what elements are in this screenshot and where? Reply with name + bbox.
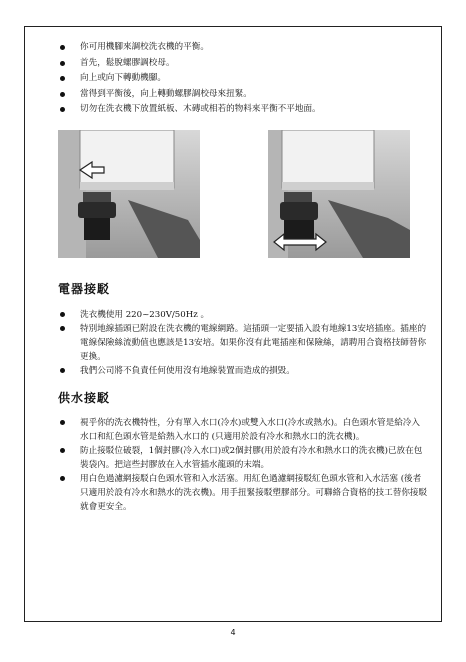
- levelling-illustrations: [58, 130, 418, 280]
- levelling-item: 向上或向下轉動機腳。: [58, 71, 418, 87]
- levelling-item: 切勿在洗衣機下放置紙板、木磚或相若的物料來平衡不平地面。: [58, 102, 418, 118]
- levelling-list: [58, 40, 418, 118]
- electrical-list: [58, 308, 428, 378]
- foot-adjust-photo: [268, 130, 410, 258]
- water-section-title: 供水接駁: [58, 391, 111, 405]
- page-content: [58, 40, 418, 280]
- water-item: 防止接駁位破裂，1個封膠(冷入水口)或2個封膠(用於設有冷水和熱水口的洗衣機)已放在包裝袋內。把這些封膠放在入水管插水龍頭的末端。: [58, 444, 428, 472]
- water-list: [58, 416, 428, 514]
- levelling-item: 當得到平衡後，向上轉動螺膠調校母來扭緊。: [58, 87, 418, 103]
- electrical-section-title: 電器接駁: [58, 282, 111, 296]
- water-item: 用白色過濾網接駁白色頭水管和入水活塞。用紅色過濾網接駁紅色頭水管和入水活塞 (後者只適用於設有冷水和熱水的洗衣機)。用手扭緊接駁塑膠部分。可聯絡合資格的技工替你接駁就會更安全。: [58, 472, 428, 514]
- levelling-item: 你可用機腳來調校洗衣機的平衡。: [58, 40, 418, 56]
- water-item: 視乎你的洗衣機特性，分有單入水口(冷水)或雙入水口(冷水或熱水)。白色頭水管是給冷入水口和紅色頭水管是給熱入水口的 (只適用於設有冷水和熱水口的洗衣機)。: [58, 416, 428, 444]
- page-number: 4: [230, 628, 236, 637]
- electrical-item: 特別地線插頭已附設在洗衣機的電線網路。這插頭一定要插入設有地線13安培插座。插座的電線保險絲流動值也應該是13安培。如果你沒有此電插座和保險絲，請聘用合資格技師替你更換。: [58, 322, 428, 364]
- foot-loosen-photo: [58, 130, 200, 258]
- electrical-item: 我們公司將不負責任何使用沒有地線裝置而造成的損毀。: [58, 364, 428, 378]
- levelling-item: 首先，鬆脫螺膠調校母。: [58, 56, 418, 72]
- electrical-item: 洗衣機使用 220~230V/50Hz 。: [58, 308, 428, 322]
